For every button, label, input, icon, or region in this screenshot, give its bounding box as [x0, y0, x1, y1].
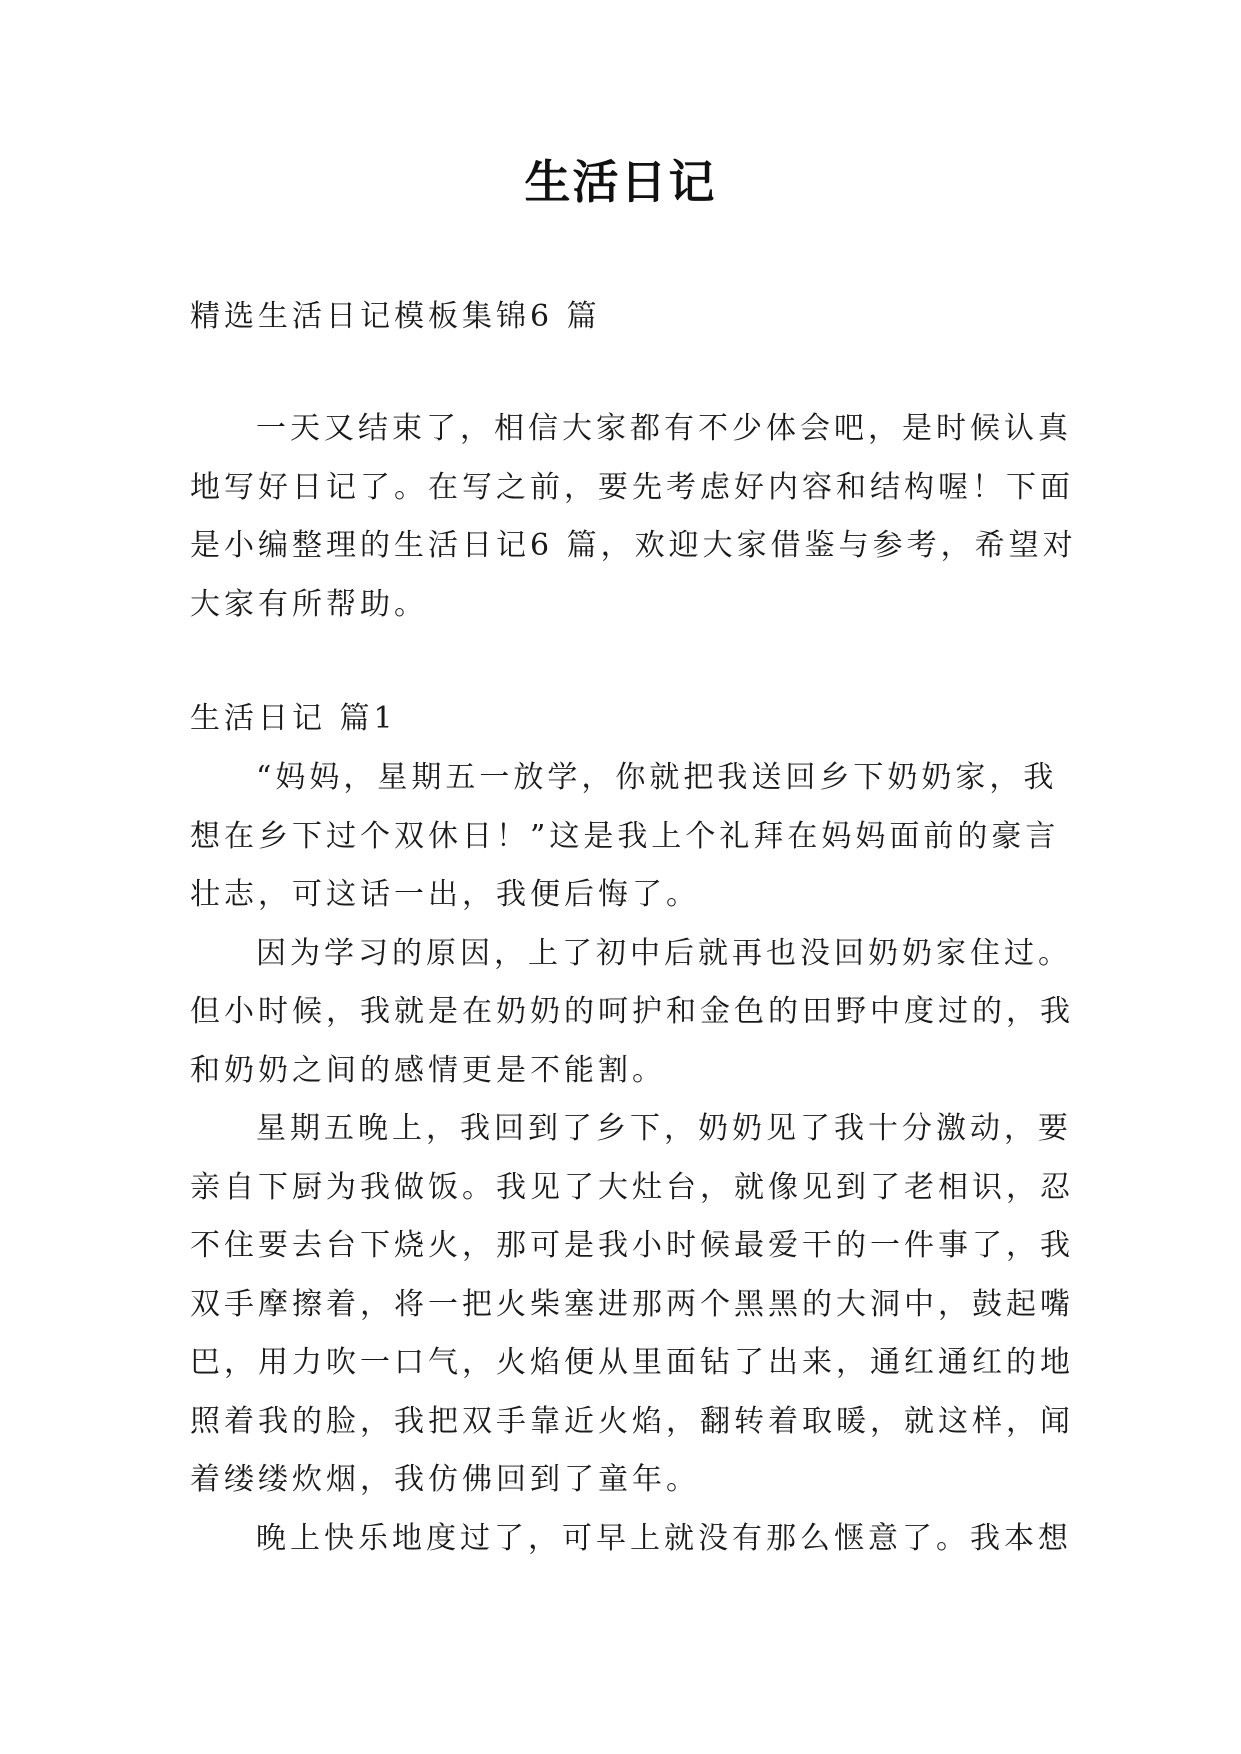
intro-line: 是小编整理的生活日记6 篇，欢迎大家借鉴与参考，希望对 — [190, 528, 1077, 563]
paragraph-line: 不住要去台下烧火，那可是我小时候最爱干的一件事了，我 — [190, 1228, 1074, 1263]
paragraph-line: 壮志，可这话一出，我便后悔了。 — [190, 877, 700, 912]
paragraph-line: 着缕缕炊烟，我仿佛回到了童年。 — [190, 1462, 700, 1497]
document-title: 生活日记 — [524, 155, 717, 209]
paragraph-line: 亲自下厨为我做饭。我见了大灶台，就像见到了老相识，忍 — [190, 1169, 1074, 1205]
paragraph-line: 因为学习的原因，上了初中后就再也没回奶奶家住过。 — [256, 935, 1072, 971]
paragraph-line: 照着我的脸，我把双手靠近火焰，翻转着取暖，就这样，闻 — [190, 1403, 1074, 1439]
paragraph — [190, 1100, 1074, 1510]
intro-line: 一天又结束了，相信大家都有不少体会吧，是时候认真 — [256, 411, 1072, 446]
section-body — [190, 749, 1074, 1568]
intro-line: 地写好日记了。在写之前，要先考虑好内容和结构喔！下面 — [190, 469, 1074, 505]
paragraph-line: 晚上快乐地度过了，可早上就没有那么惬意了。我本想 — [256, 1520, 1072, 1556]
paragraph-line: 巴，用力吹一口气，火焰便从里面钻了出来，通红通红的地 — [190, 1345, 1074, 1380]
paragraph-line: 星期五晚上，我回到了乡下，奶奶见了我十分激动，要 — [256, 1111, 1072, 1146]
section-heading: 生活日记 篇1 — [190, 701, 397, 736]
paragraph-line: “妈妈，星期五一放学，你就把我送回乡下奶奶家，我 — [256, 760, 1058, 795]
intro-paragraph — [190, 400, 1077, 634]
paragraph — [190, 749, 1060, 925]
intro-line: 大家有所帮助。 — [190, 586, 428, 622]
paragraph-line: 双手摩擦着，将一把火柴塞进那两个黑黑的大洞中，鼓起嘴 — [190, 1286, 1074, 1322]
paragraph-line: 但小时候，我就是在奶奶的呵护和金色的田野中度过的，我 — [190, 994, 1074, 1029]
paragraph-line: 想在乡下过个双休日！”这是我上个礼拜在妈妈面前的豪言 — [190, 818, 1060, 854]
paragraph-line: 和奶奶之间的感情更是不能割。 — [190, 1052, 666, 1088]
document-subtitle: 精选生活日记模板集锦6 篇 — [190, 299, 601, 334]
paragraph — [190, 925, 1074, 1101]
paragraph — [190, 1510, 1072, 1569]
